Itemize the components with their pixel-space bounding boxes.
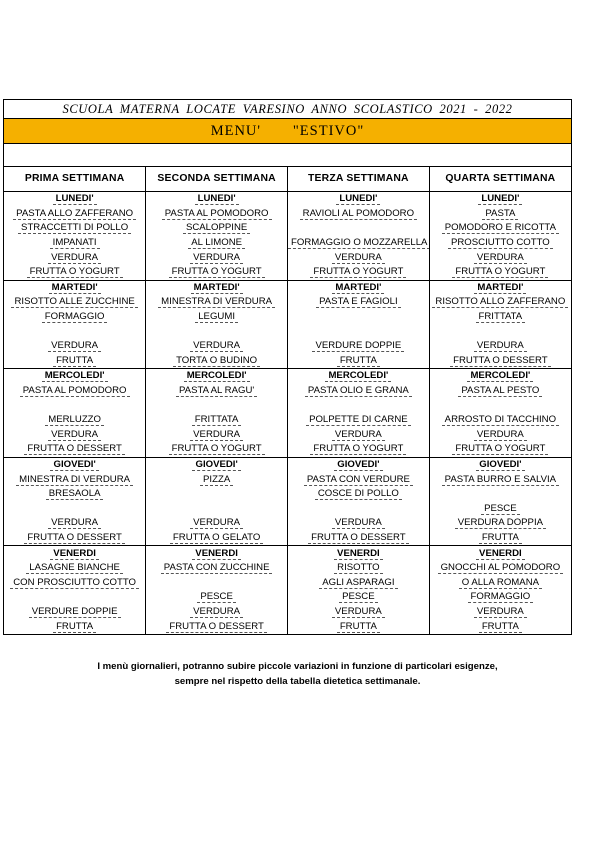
meal-cell	[146, 590, 288, 605]
meal-cell	[4, 590, 146, 605]
footnote	[0, 659, 595, 689]
day-label: MERCOLEDI'	[42, 370, 108, 382]
meal-item: ARROSTO DI TACCHINO	[442, 414, 559, 426]
meal-item: LASAGNE BIANCHE	[26, 562, 123, 574]
meal-item: PASTA AL RAGU'	[176, 385, 257, 397]
day-label: LUNEDI'	[195, 193, 239, 205]
meal-item: FRUTTA O YOGURT	[310, 266, 406, 278]
meal-item: VERDURA DOPPIA	[455, 517, 546, 529]
day-cell	[429, 457, 571, 472]
meal-item: SCALOPPINE	[183, 222, 250, 234]
meal-cell	[146, 207, 288, 222]
meal-cell	[429, 265, 571, 280]
meal-item: VERDURA	[332, 429, 385, 441]
day-cell	[146, 192, 288, 207]
day-label: GIOVEDI'	[334, 459, 382, 471]
meal-cell	[429, 295, 571, 310]
day-label: LUNEDI'	[336, 193, 380, 205]
meal-row	[4, 561, 571, 576]
day-cell	[288, 457, 430, 472]
meal-row	[4, 339, 571, 354]
day-label: LUNEDI'	[53, 193, 97, 205]
meal-cell	[146, 501, 288, 516]
meal-item: POMODORO E RICOTTA	[442, 222, 559, 234]
meal-cell	[429, 590, 571, 605]
meal-cell	[429, 428, 571, 443]
meal-item: PASTA	[482, 208, 518, 220]
day-cell	[288, 369, 430, 384]
meal-item: FRUTTA O YOGURT	[169, 266, 265, 278]
meal-row	[4, 516, 571, 531]
meal-row	[4, 501, 571, 516]
meal-cell	[4, 428, 146, 443]
meal-item: PASTA E FAGIOLI	[316, 296, 401, 308]
meal-item: VERDURA	[48, 252, 101, 264]
meal-item: COSCE DI POLLO	[315, 488, 402, 500]
meal-item: BRESAOLA	[46, 488, 104, 500]
day-cell	[4, 546, 146, 561]
meal-cell	[288, 487, 430, 502]
meal-cell	[288, 413, 430, 428]
meal-cell	[146, 619, 288, 634]
meal-item: VERDURA	[332, 517, 385, 529]
meal-cell	[4, 250, 146, 265]
school-title: SCUOLA MATERNA LOCATE VARESINO ANNO SCOLASTICO 2021 - 2022	[4, 100, 571, 119]
day-label: VENERDI	[334, 548, 383, 560]
day-label: VENERDI	[476, 548, 525, 560]
day-label: LUNEDI'	[478, 193, 522, 205]
meal-cell	[429, 413, 571, 428]
day-cell	[4, 192, 146, 207]
meal-cell	[4, 207, 146, 222]
day-label: GIOVEDI'	[50, 459, 98, 471]
meal-cell	[4, 561, 146, 576]
meal-item: FRUTTA O DESSERT	[24, 532, 125, 544]
meal-item: FRUTTA O GELATO	[170, 532, 263, 544]
week-header: QUARTA SETTIMANA	[429, 167, 571, 192]
meal-cell	[4, 501, 146, 516]
meal-item: FRITTATA	[476, 311, 526, 323]
day-cell	[146, 457, 288, 472]
meal-row	[4, 265, 571, 280]
meal-cell	[146, 516, 288, 531]
meal-cell	[4, 324, 146, 339]
meal-item: VERDURA	[48, 429, 101, 441]
meal-cell	[4, 295, 146, 310]
day-label: GIOVEDI'	[192, 459, 240, 471]
meal-cell	[4, 472, 146, 487]
meal-cell	[429, 354, 571, 369]
meal-cell	[4, 398, 146, 413]
meal-item: FORMAGGIO	[42, 311, 108, 323]
meal-cell	[4, 516, 146, 531]
week-header: TERZA SETTIMANA	[288, 167, 430, 192]
day-cell	[288, 280, 430, 295]
meal-cell	[288, 236, 430, 251]
meal-item: VERDURA	[474, 252, 527, 264]
day-label: MARTEDI'	[49, 282, 101, 294]
meal-item: VERDURA	[332, 252, 385, 264]
meal-item: FRUTTA	[53, 621, 96, 633]
meal-cell	[4, 442, 146, 457]
meal-item: PASTA AL PESTO	[458, 385, 542, 397]
meal-cell	[288, 605, 430, 620]
meal-item: FORMAGGIO O MOZZARELLA	[288, 237, 429, 249]
meal-item: VERDURE DOPPIE	[29, 606, 121, 618]
day-cell	[146, 369, 288, 384]
meal-item: FRUTTA O YOGURT	[169, 443, 265, 455]
meal-row	[4, 310, 571, 325]
meal-cell	[288, 324, 430, 339]
meal-item: PASTA BURRO E SALVIA	[442, 474, 559, 486]
day-label: MARTEDI'	[474, 282, 526, 294]
day-row	[4, 546, 571, 561]
meal-item: VERDURA	[474, 429, 527, 441]
meal-row	[4, 250, 571, 265]
meal-item: FRUTTA O DESSERT	[450, 355, 551, 367]
meal-item: FRUTTA	[479, 532, 522, 544]
meal-cell	[288, 516, 430, 531]
meal-row	[4, 384, 571, 399]
meal-cell	[146, 295, 288, 310]
meal-cell	[146, 472, 288, 487]
meal-item: PESCE	[339, 591, 378, 603]
meal-item: AGLI ASPARAGI	[319, 577, 397, 589]
meal-cell	[429, 531, 571, 546]
meal-cell	[146, 236, 288, 251]
meal-cell	[4, 487, 146, 502]
meal-cell	[429, 619, 571, 634]
meal-item: VERDURA	[190, 606, 243, 618]
meal-item: PROSCIUTTO COTTO	[448, 237, 553, 249]
meal-cell	[146, 354, 288, 369]
meal-cell	[288, 207, 430, 222]
meal-item: VERDURA	[332, 606, 385, 618]
meal-row	[4, 398, 571, 413]
meal-row	[4, 605, 571, 620]
day-cell	[4, 369, 146, 384]
meal-item: FRUTTA	[337, 621, 380, 633]
meal-cell	[288, 472, 430, 487]
meal-cell	[288, 221, 430, 236]
meal-item: PASTA ALLO ZAFFERANO	[13, 208, 136, 220]
day-cell	[288, 192, 430, 207]
meal-cell	[146, 221, 288, 236]
meal-cell	[429, 310, 571, 325]
meal-cell	[146, 487, 288, 502]
day-label: GIOVEDI'	[476, 459, 524, 471]
meal-row	[4, 619, 571, 634]
meal-item: PASTA AL POMODORO	[20, 385, 130, 397]
meal-item: PESCE	[197, 591, 236, 603]
meal-item: FRUTTA O YOGURT	[27, 266, 123, 278]
meal-item: PASTA CON ZUCCHINE	[161, 562, 273, 574]
meal-cell	[288, 619, 430, 634]
meal-cell	[429, 384, 571, 399]
day-cell	[429, 280, 571, 295]
meal-cell	[288, 339, 430, 354]
meal-cell	[429, 516, 571, 531]
meal-cell	[4, 413, 146, 428]
meal-item: MINESTRA DI VERDURA	[158, 296, 275, 308]
meal-cell	[288, 398, 430, 413]
meal-item: CON PROSCIUTTO COTTO	[10, 577, 139, 589]
meal-cell	[288, 590, 430, 605]
meal-row	[4, 413, 571, 428]
meal-item: FORMAGGIO	[468, 591, 534, 603]
meal-cell	[288, 501, 430, 516]
meal-cell	[146, 605, 288, 620]
meal-cell	[146, 339, 288, 354]
meal-item: FRUTTA O YOGURT	[452, 443, 548, 455]
meal-item: VERDURA	[48, 340, 101, 352]
meal-cell	[288, 265, 430, 280]
meal-item: POLPETTE DI CARNE	[306, 414, 411, 426]
day-cell	[429, 192, 571, 207]
meal-cell	[146, 561, 288, 576]
day-cell	[146, 280, 288, 295]
meal-row	[4, 590, 571, 605]
meal-item: AL LIMONE	[188, 237, 245, 249]
meal-row	[4, 236, 571, 251]
meal-cell	[429, 575, 571, 590]
meal-cell	[146, 442, 288, 457]
meal-item: TORTA O BUDINO	[173, 355, 260, 367]
meal-item: VERDURA	[190, 252, 243, 264]
meal-item: VERDURA	[474, 606, 527, 618]
meal-item: MINESTRA DI VERDURA	[16, 474, 133, 486]
meal-cell	[288, 310, 430, 325]
meal-cell	[429, 501, 571, 516]
footnote-line: I menù giornalieri, potranno subire piccole variazioni in funzione di particolari esigenze,	[97, 661, 498, 672]
meal-cell	[429, 250, 571, 265]
week-header-row	[4, 167, 571, 192]
day-row	[4, 280, 571, 295]
footnote-line: sempre nel rispetto della tabella dietetica settimanale.	[174, 676, 421, 687]
meal-cell	[288, 250, 430, 265]
day-cell	[4, 280, 146, 295]
meal-item: O ALLA ROMANA	[459, 577, 542, 589]
meal-row	[4, 207, 571, 222]
meal-cell	[146, 531, 288, 546]
meal-cell	[288, 354, 430, 369]
meal-row	[4, 428, 571, 443]
meal-cell	[146, 398, 288, 413]
meal-cell	[4, 354, 146, 369]
menu-title: MENU' "ESTIVO"	[4, 119, 571, 144]
meal-row	[4, 575, 571, 590]
day-label: MARTEDI'	[332, 282, 384, 294]
meal-cell	[429, 472, 571, 487]
meal-cell	[429, 236, 571, 251]
day-label: MARTEDI'	[191, 282, 243, 294]
day-label: MERCOLEDI'	[325, 370, 391, 382]
meal-item: PASTA OLIO E GRANA	[305, 385, 412, 397]
meal-item: PIZZA	[200, 474, 233, 486]
meal-cell	[4, 221, 146, 236]
meal-item: RAVIOLI AL POMODORO	[300, 208, 417, 220]
meal-item: PASTA AL POMODORO	[162, 208, 272, 220]
meal-row	[4, 442, 571, 457]
meal-row	[4, 472, 571, 487]
meal-cell	[4, 339, 146, 354]
meal-item: FRUTTA	[53, 355, 96, 367]
meal-item: VERDURA	[190, 429, 243, 441]
meal-row	[4, 295, 571, 310]
meal-item: STRACCETTI DI POLLO	[18, 222, 131, 234]
meal-item: VERDURA	[190, 517, 243, 529]
meal-cell	[146, 384, 288, 399]
day-cell	[288, 546, 430, 561]
meal-row	[4, 324, 571, 339]
day-row	[4, 457, 571, 472]
meal-cell	[4, 619, 146, 634]
day-label: MERCOLEDI'	[184, 370, 250, 382]
meal-cell	[429, 339, 571, 354]
day-row	[4, 192, 571, 207]
meal-cell	[4, 531, 146, 546]
meal-cell	[4, 265, 146, 280]
meal-item: RISOTTO	[334, 562, 382, 574]
meal-row	[4, 221, 571, 236]
meal-item: FRUTTA O DESSERT	[24, 443, 125, 455]
meal-cell	[288, 561, 430, 576]
meal-cell	[429, 487, 571, 502]
meal-item: IMPANATI	[50, 237, 100, 249]
meal-cell	[288, 384, 430, 399]
meal-row	[4, 487, 571, 502]
meal-cell	[4, 310, 146, 325]
day-label: VENERDI	[50, 548, 99, 560]
meal-cell	[429, 398, 571, 413]
meal-item: FRUTTA O YOGURT	[310, 443, 406, 455]
meal-cell	[429, 207, 571, 222]
meal-cell	[146, 310, 288, 325]
day-row	[4, 369, 571, 384]
meal-item: FRUTTA O DESSERT	[166, 621, 267, 633]
meal-cell	[429, 605, 571, 620]
meal-cell	[429, 442, 571, 457]
day-cell	[429, 369, 571, 384]
day-label: MERCOLEDI'	[467, 370, 533, 382]
meal-item: RISOTTO ALLE ZUCCHINE	[11, 296, 137, 308]
meal-cell	[146, 413, 288, 428]
meal-item: PESCE	[481, 503, 520, 515]
meal-cell	[146, 324, 288, 339]
meal-item: PASTA CON VERDURE	[304, 474, 413, 486]
meal-cell	[4, 236, 146, 251]
week-header: PRIMA SETTIMANA	[4, 167, 146, 192]
meal-cell	[288, 428, 430, 443]
meal-item: FRUTTA	[337, 355, 380, 367]
meal-item: LEGUMI	[195, 311, 238, 323]
meal-cell	[146, 575, 288, 590]
meal-cell	[288, 531, 430, 546]
meal-item: VERDURE DOPPIE	[312, 340, 404, 352]
menu-table	[4, 167, 571, 634]
meal-cell	[146, 265, 288, 280]
meal-item: FRUTTA	[479, 621, 522, 633]
meal-item: FRITTATA	[192, 414, 242, 426]
spacer-row	[4, 144, 571, 167]
meal-item: VERDURA	[190, 340, 243, 352]
meal-item: VERDURA	[474, 340, 527, 352]
day-cell	[429, 546, 571, 561]
meal-item: RISOTTO ALLO ZAFFERANO	[432, 296, 568, 308]
meal-cell	[4, 384, 146, 399]
week-header: SECONDA SETTIMANA	[146, 167, 288, 192]
meal-cell	[146, 250, 288, 265]
day-label: VENERDI	[192, 548, 241, 560]
meal-item: MERLUZZO	[45, 414, 104, 426]
meal-row	[4, 354, 571, 369]
meal-item: GNOCCHI AL POMODORO	[438, 562, 564, 574]
meal-cell	[288, 442, 430, 457]
day-cell	[4, 457, 146, 472]
meal-item: FRUTTA O DESSERT	[308, 532, 409, 544]
meal-cell	[288, 575, 430, 590]
meal-cell	[4, 575, 146, 590]
meal-item: VERDURA	[48, 517, 101, 529]
meal-cell	[429, 324, 571, 339]
meal-cell	[288, 295, 430, 310]
meal-cell	[146, 428, 288, 443]
meal-row	[4, 531, 571, 546]
meal-cell	[429, 561, 571, 576]
menu-sheet	[3, 99, 572, 635]
meal-cell	[4, 605, 146, 620]
meal-cell	[429, 221, 571, 236]
day-cell	[146, 546, 288, 561]
meal-item: FRUTTA O YOGURT	[452, 266, 548, 278]
